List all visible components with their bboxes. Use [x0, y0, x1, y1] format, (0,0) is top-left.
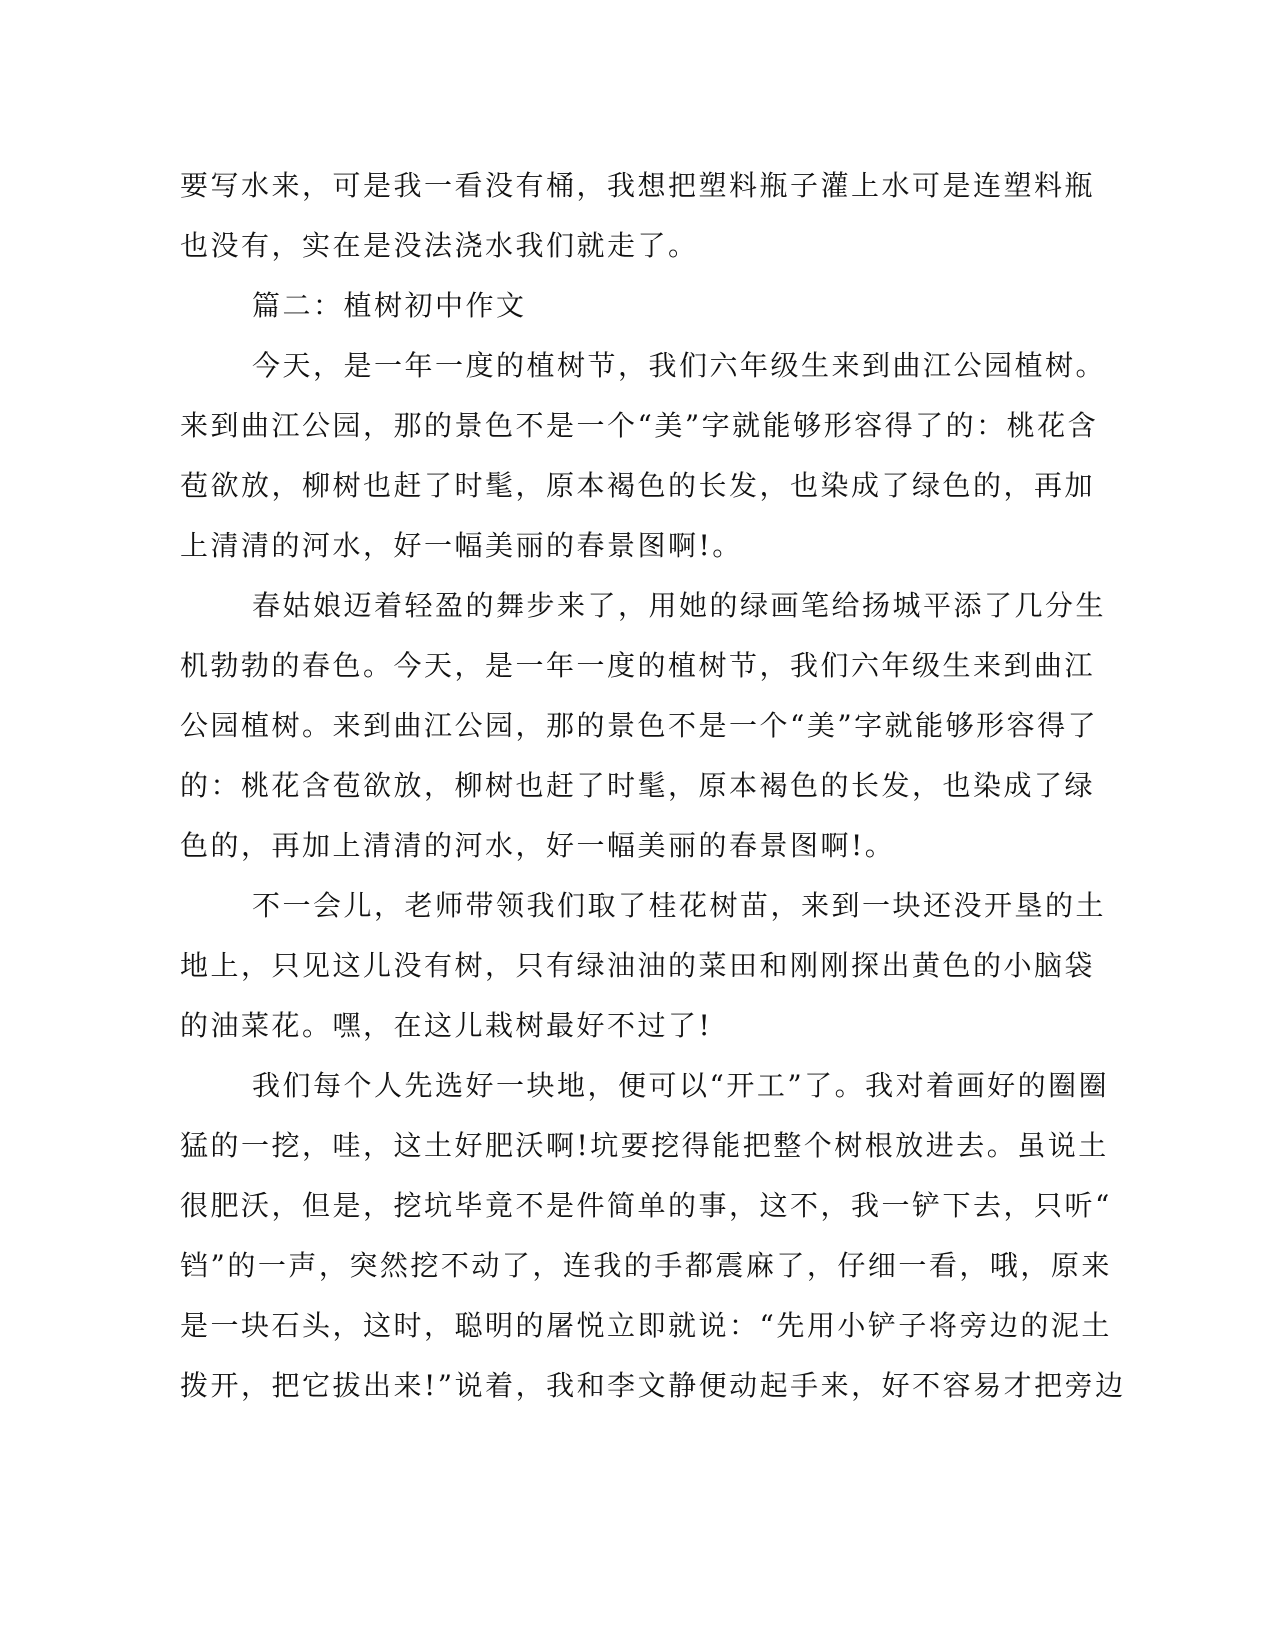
text-line: 不一会儿，老师带领我们取了桂花树苗，来到一块还没开垦的土	[252, 889, 1107, 922]
text-line: 色的，再加上清清的河水，好一幅美丽的春景图啊!。	[180, 829, 896, 862]
text-line: 地上，只见这儿没有树，只有绿油油的菜田和刚刚探出黄色的小脑袋	[180, 949, 1096, 982]
text-line: 我们每个人先选好一块地，便可以“开工”了。我对着画好的圈圈	[252, 1069, 1110, 1102]
text-line: 上清清的河水，好一幅美丽的春景图啊!。	[180, 529, 743, 562]
text-line: 也没有，实在是没法浇水我们就走了。	[180, 229, 699, 262]
text-line: 很肥沃，但是，挖坑毕竟不是件简单的事，这不，我一铲下去，只听“	[180, 1189, 1112, 1222]
text-line: 的：桃花含苞欲放，柳树也赶了时髦，原本褐色的长发，也染成了绿	[180, 769, 1096, 802]
text-line: 要写水来，可是我一看没有桶，我想把塑料瓶子灌上水可是连塑料瓶	[180, 169, 1096, 202]
text-line: 机勃勃的春色。今天，是一年一度的植树节，我们六年级生来到曲江	[180, 649, 1096, 682]
text-line: 公园植树。来到曲江公园，那的景色不是一个“美”字就能够形容得了	[180, 709, 1099, 742]
text-line: 今天，是一年一度的植树节，我们六年级生来到曲江公园植树。	[252, 349, 1107, 382]
text-line: 来到曲江公园，那的景色不是一个“美”字就能够形容得了的：桃花含	[180, 409, 1099, 442]
text-line: 是一块石头，这时，聪明的屠悦立即就说：“先用小铲子将旁边的泥土	[180, 1309, 1112, 1342]
text-line: 春姑娘迈着轻盈的舞步来了，用她的绿画笔给扬城平添了几分生	[252, 589, 1107, 622]
text-line: 的油菜花。嘿，在这儿栽树最好不过了!	[180, 1009, 713, 1042]
text-line: 拨开，把它拔出来!”说着，我和李文静便动起手来，好不容易才把旁边	[180, 1369, 1126, 1402]
text-line: 苞欲放，柳树也赶了时髦，原本褐色的长发，也染成了绿色的，再加	[180, 469, 1096, 502]
text-line: 猛的一挖，哇，这土好肥沃啊!坑要挖得能把整个树根放进去。虽说土	[180, 1129, 1109, 1162]
essay-body	[180, 156, 1126, 1416]
section-heading: 篇二：植树初中作文	[252, 289, 527, 322]
text-line: 铛”的一声，突然挖不动了，连我的手都震麻了，仔细一看，哦，原来	[180, 1249, 1112, 1282]
